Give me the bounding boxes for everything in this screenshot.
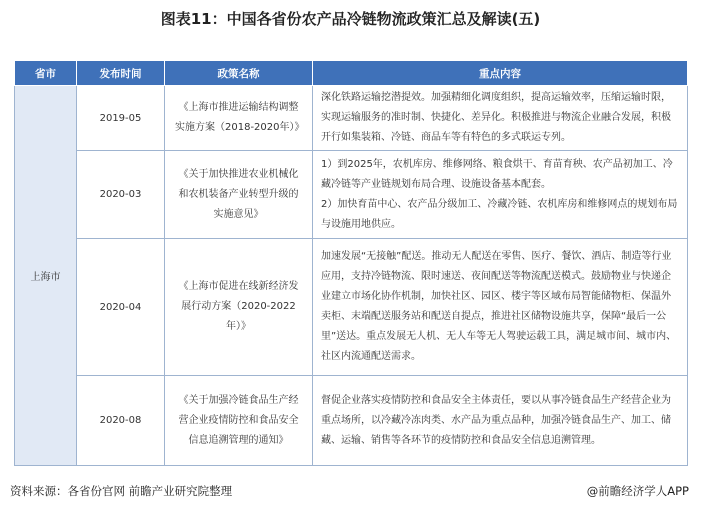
date-cell: 2019-05 [77,86,165,151]
header-date: 发布时间 [77,61,165,86]
content-paragraph: 1）到2025年，农机库房、维修网络、粮食烘干、育苗育秧、农产品初加工、冷藏冷链等产业链规划布局合理、设施设备基本配套。 [321,158,673,190]
content-paragraph: 深化铁路运输挖潜提效。加强精细化调度组织，提高运输效率，压缩运输时限，实现运输服务的准时制、快捷化、差异化。积极推进与物流企业融合发展，积极开行如集装箱、冷链、商品车等有特色的多式联运专列。 [321,92,671,143]
page-title: 图表11：中国各省份农产品冷链物流政策汇总及解读(五) [160,10,541,28]
content-paragraph: 加速发展“无接触”配送。推动无人配送在零售、医疗、餐饮、酒店、制造等行业应用，支持冷链物流、限时速送、夜间配送等物流配送模式。鼓励物业与快递企业建立市场化协作机制，加快社区、园区、楼宇等区域布局智能储物柜、保温外卖柜、末端配送服务站和配送自提点，推进社区储物设施共享，保障“最后一公里”送达。重点发展无人机、无人车等无人驾驶运载工具，满足城市间、城市内、社区内流通配送需求。 [321,251,677,362]
policy-name-cell: 《关于加强冷链食品生产经营企业疫情防控和食品安全信息追溯管理的通知》 [165,376,313,466]
date-cell: 2020-08 [77,376,165,466]
table-row [15,376,688,466]
province-cell: 上海市 [15,86,77,466]
content-cell [313,151,688,239]
content-cell [313,239,688,376]
content-paragraph: 2）加快育苗中心、农产品分级加工、冷藏冷链、农机库房和维修网点的规划布局与设施用地供应。 [321,198,678,230]
table-row [15,86,688,151]
content-paragraph: 督促企业落实疫情防控和食品安全主体责任，要以从事冷链食品生产经营企业为重点场所，以冷藏冷冻肉类、水产品为重点品种，加强冷链食品生产、加工、储藏、运输、销售等各环节的疫情防控和食品安全信息追溯管理。 [321,394,671,446]
policy-name-cell: 《关于加快推进农业机械化和农机装备产业转型升级的实施意见》 [165,151,313,239]
header-policy-name: 政策名称 [165,61,313,86]
date-cell: 2020-03 [77,151,165,239]
content-cell [313,86,688,151]
source-note: 资料来源：各省份官网 前瞻产业研究院整理 [10,484,233,498]
policy-name-cell: 《上海市促进在线新经济发展行动方案（2020-2022年）》 [165,239,313,376]
header-key-content: 重点内容 [313,61,688,86]
policy-name-cell: 《上海市推进运输结构调整实施方案（2018-2020年）》 [165,86,313,151]
header-province: 省市 [15,61,77,86]
brand-credit: @前瞻经济学人APP [586,484,689,498]
table-row [15,151,688,239]
content-cell [313,376,688,466]
date-cell: 2020-04 [77,239,165,376]
table-header-row [15,61,688,86]
policy-table [14,60,688,466]
table-row [15,239,688,376]
